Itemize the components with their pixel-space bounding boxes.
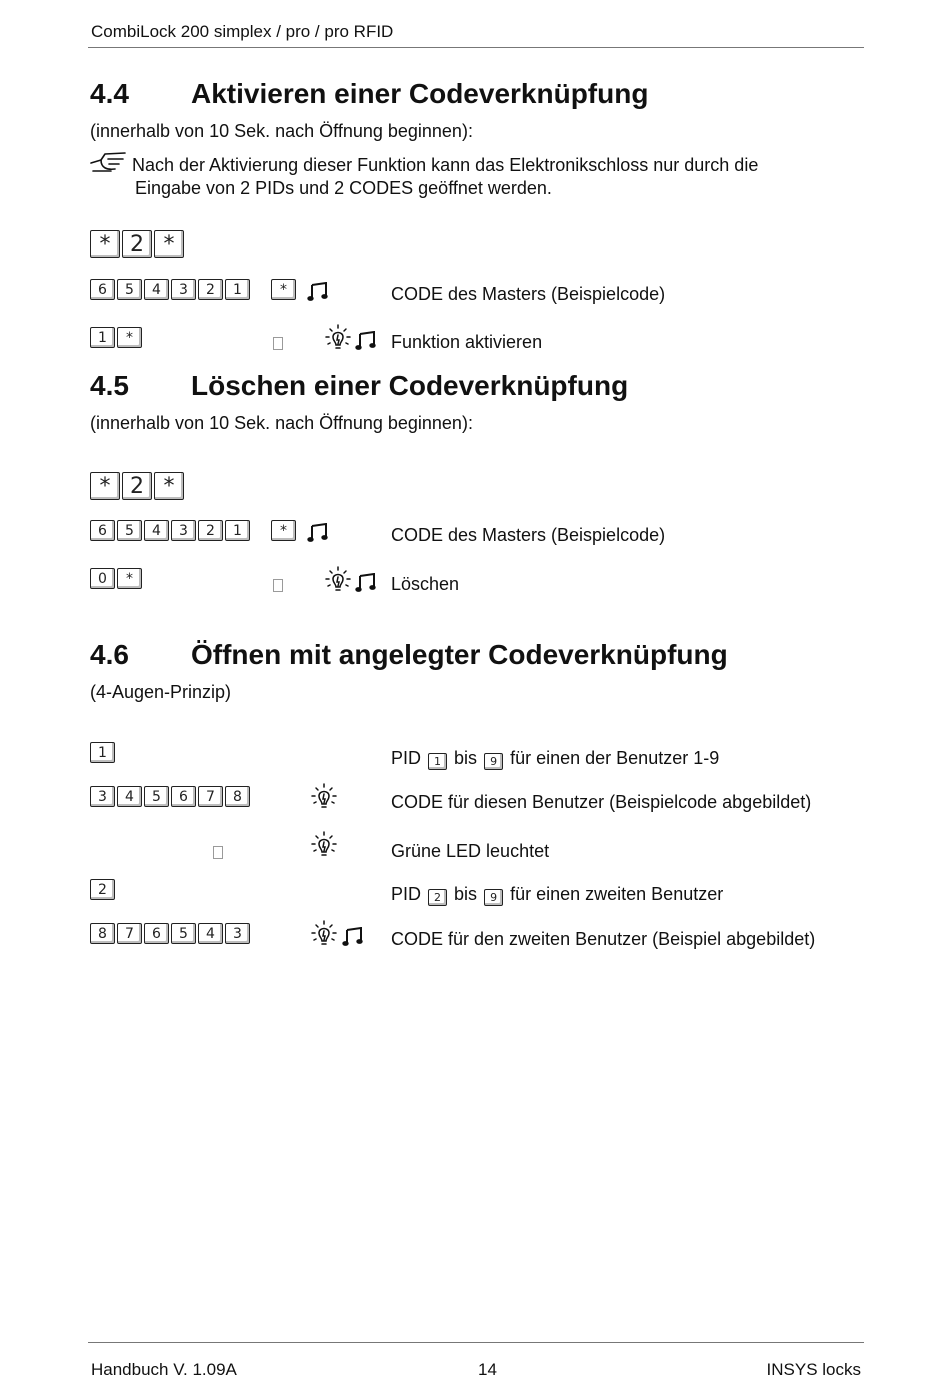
keypad-key: 1 [90,742,115,763]
key-sequence-start [90,230,184,258]
keypad-key: 1 [90,327,115,348]
step-description: Funktion aktivieren [391,332,543,352]
lightbulb-icon [308,830,340,860]
music-note-icon [355,331,377,351]
inline-keypad-key: 9 [484,889,503,906]
keypad-key: 2 [122,230,152,258]
keypad-key-confirm: * [271,279,296,300]
keypad-key: 6 [90,520,115,541]
keypad-key: 3 [225,923,250,944]
keypad-key: 1 [225,520,250,541]
key-sequence-pid [90,879,115,900]
keypad-key: 8 [225,786,250,807]
desc-text: bis [454,748,478,768]
keypad-key: 1 [225,279,250,300]
lightbulb-icon [308,782,340,812]
keypad-key: 4 [117,786,142,807]
music-note-icon [307,282,329,302]
keypad-key: * [154,230,184,258]
note-line-1: Nach der Aktivierung dieser Funktion kann das Elektronikschloss nur durch die [132,155,759,175]
empty-box-icon [273,337,283,350]
empty-box-icon [213,846,223,859]
keypad-key: * [117,327,142,348]
step-description: CODE für diesen Benutzer (Beispielcode abgebildet) [391,792,812,812]
section-title: Löschen einer Codeverknüpfung [191,370,629,401]
key-sequence-master-code [90,279,250,300]
desc-text: für einen zweiten Benutzer [510,884,724,904]
keypad-key: 0 [90,568,115,589]
desc-text: für einen der Benutzer 1-9 [510,748,720,768]
section-intro: (4-Augen-Prinzip) [90,682,232,702]
step-description [391,748,719,770]
music-note-icon [342,927,364,947]
desc-text: bis [454,884,478,904]
keypad-key: * [117,568,142,589]
lightbulb-icon [322,565,354,595]
lightbulb-icon [322,323,354,353]
key-sequence-start [90,472,184,500]
inline-keypad-key: 1 [428,753,447,770]
keypad-key: 5 [117,520,142,541]
keypad-key: 2 [198,279,223,300]
footer-company: INSYS locks [766,1360,861,1379]
key-sequence-function [90,568,142,589]
keypad-key: 2 [122,472,152,500]
key-sequence-code [90,786,250,807]
step-description: CODE für den zweiten Benutzer (Beispiel abgebildet) [391,929,816,949]
step-description: Löschen [391,574,460,594]
key-sequence-master-code [90,520,250,541]
keypad-key: * [154,472,184,500]
header-rule [88,47,864,48]
keypad-key: 4 [198,923,223,944]
desc-text: PID [391,748,422,768]
keypad-key: 7 [198,786,223,807]
keypad-key-confirm: * [271,520,296,541]
keypad-key: 3 [171,520,196,541]
section-number: 4.6 [90,639,129,670]
section-title: Aktivieren einer Codeverknüpfung [191,78,649,109]
step-description: Grüne LED leuchtet [391,841,550,861]
page-header-title: CombiLock 200 simplex / pro / pro RFID [91,22,394,41]
keypad-key: 5 [117,279,142,300]
pointing-hand-icon [89,148,129,174]
note-line-2: Eingabe von 2 PIDs und 2 CODES geöffnet werden. [135,178,552,198]
keypad-key: 8 [90,923,115,944]
music-note-icon [307,523,329,543]
key-sequence-function [90,327,142,348]
keypad-key: 6 [90,279,115,300]
keypad-key: 4 [144,520,169,541]
section-intro: (innerhalb von 10 Sek. nach Öffnung beginnen): [90,121,473,141]
footer-rule [88,1342,864,1343]
lightbulb-icon [308,919,340,949]
keypad-key: 4 [144,279,169,300]
keypad-key: 2 [90,879,115,900]
desc-text: PID [391,884,422,904]
keypad-key: 5 [171,923,196,944]
keypad-key: 3 [90,786,115,807]
keypad-key: * [90,472,120,500]
section-intro: (innerhalb von 10 Sek. nach Öffnung beginnen): [90,413,473,433]
step-description: CODE des Masters (Beispielcode) [391,525,666,545]
footer-manual-version: Handbuch V. 1.09A [91,1360,237,1379]
inline-keypad-key: 9 [484,753,503,770]
keypad-key: 2 [198,520,223,541]
empty-box-icon [273,579,283,592]
step-description: CODE des Masters (Beispielcode) [391,284,666,304]
step-description [391,884,723,906]
section-title: Öffnen mit angelegter Codeverknüpfung [191,639,728,670]
inline-keypad-key: 2 [428,889,447,906]
key-sequence-code [90,923,250,944]
keypad-key: * [90,230,120,258]
page-number: 14 [478,1360,497,1379]
key-sequence-pid [90,742,115,763]
keypad-key: 6 [171,786,196,807]
music-note-icon [355,573,377,593]
section-number: 4.5 [90,370,129,401]
section-number: 4.4 [90,78,129,109]
keypad-key: 7 [117,923,142,944]
keypad-key: 6 [144,923,169,944]
keypad-key: 3 [171,279,196,300]
keypad-key: 5 [144,786,169,807]
